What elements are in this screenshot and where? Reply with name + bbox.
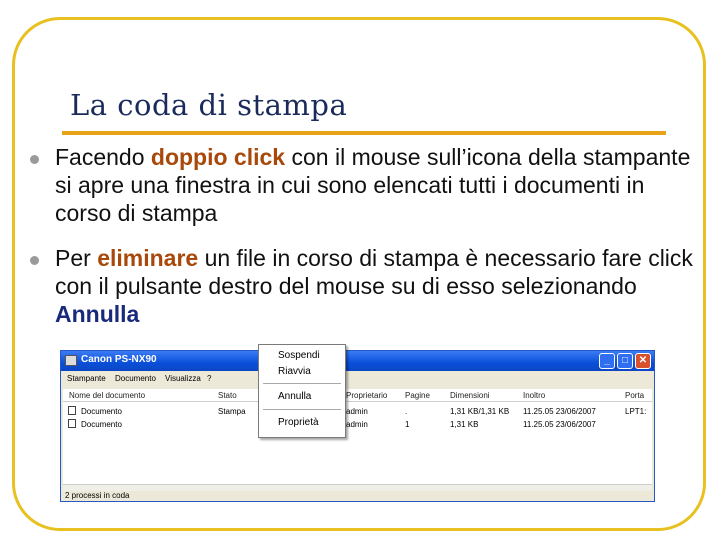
- document-icon: [68, 419, 76, 428]
- status-bar: [61, 490, 654, 502]
- close-button[interactable]: ✕: [635, 353, 651, 369]
- bullet-1-text-post: con il mouse sull’icona della stampante si apre una finestra in cui sono elencati tutti i documenti in corso di stampa: [55, 144, 691, 226]
- bullet-dot-icon: [30, 256, 39, 265]
- bullet-2-text-mid: un file in corso di stampa è necessario fare click con il pulsante destro del mouse su di esso selezionando: [55, 245, 693, 299]
- table-row[interactable]: [63, 418, 652, 430]
- cell-name: Documento: [81, 420, 122, 429]
- bullet-1-text-pre: Facendo: [55, 144, 151, 170]
- bullet-2-highlight: eliminare: [97, 245, 199, 271]
- cell-port: LPT1:: [625, 407, 647, 416]
- printer-icon: [65, 355, 77, 366]
- cell-owner: admin: [346, 407, 368, 416]
- bullet-dot-icon: [30, 155, 39, 164]
- menu-help[interactable]: ?: [207, 374, 212, 383]
- cell-name: Documento: [81, 407, 122, 416]
- bullet-2-highlight-annulla: Annulla: [55, 301, 140, 327]
- cell-size: 1,31 KB: [450, 420, 479, 429]
- menu-visualizza[interactable]: Visualizza: [165, 374, 201, 383]
- context-item-riavvia[interactable]: Riavvia: [278, 366, 311, 377]
- column-header-submitted[interactable]: Inoltro: [523, 391, 546, 400]
- cell-submitted: 11.25.05 23/06/2007: [523, 407, 596, 416]
- column-header-status[interactable]: Stato: [218, 391, 237, 400]
- context-item-sospendi[interactable]: Sospendi: [278, 350, 320, 361]
- cell-size: 1,31 KB/1,31 KB: [450, 407, 510, 416]
- bullet-1: [55, 143, 700, 227]
- bullet-2: [55, 244, 700, 328]
- column-header-name[interactable]: Nome del documento: [69, 391, 146, 400]
- menu-bar: [61, 371, 654, 385]
- cell-owner: admin: [346, 420, 368, 429]
- document-icon: [68, 406, 76, 415]
- table-row[interactable]: [63, 405, 652, 417]
- context-separator: [263, 383, 341, 384]
- menu-stampante[interactable]: Stampante: [67, 374, 106, 383]
- bullet-2-text-pre: Per: [55, 245, 98, 271]
- cell-status: Stampa: [218, 407, 246, 416]
- menu-documento[interactable]: Documento: [115, 374, 156, 383]
- column-header-size[interactable]: Dimensioni: [450, 391, 490, 400]
- column-header-owner[interactable]: Proprietario: [346, 391, 388, 400]
- window-title: Canon PS-NX90: [81, 354, 157, 365]
- cell-submitted: 11.25.05 23/06/2007: [523, 420, 596, 429]
- context-separator: [263, 409, 341, 410]
- slide-title: La coda di stampa: [70, 88, 348, 122]
- title-underline: [62, 131, 666, 135]
- column-headers: [63, 389, 652, 402]
- cell-pages: .: [405, 407, 408, 416]
- context-item-annulla[interactable]: Annulla: [278, 391, 312, 402]
- bullet-1-highlight: doppio click: [150, 144, 286, 170]
- column-header-port[interactable]: Porta: [625, 391, 645, 400]
- column-header-pages[interactable]: Pagine: [405, 391, 430, 400]
- context-menu: [258, 344, 346, 438]
- status-text: 2 processi in coda: [65, 491, 130, 500]
- document-list: [63, 402, 652, 484]
- maximize-button[interactable]: □: [617, 353, 633, 369]
- minimize-button[interactable]: _: [599, 353, 615, 369]
- cell-pages: 1: [405, 420, 410, 429]
- print-queue-window: [60, 350, 655, 502]
- context-item-proprieta[interactable]: Proprietà: [278, 417, 319, 428]
- window-titlebar[interactable]: [61, 351, 654, 371]
